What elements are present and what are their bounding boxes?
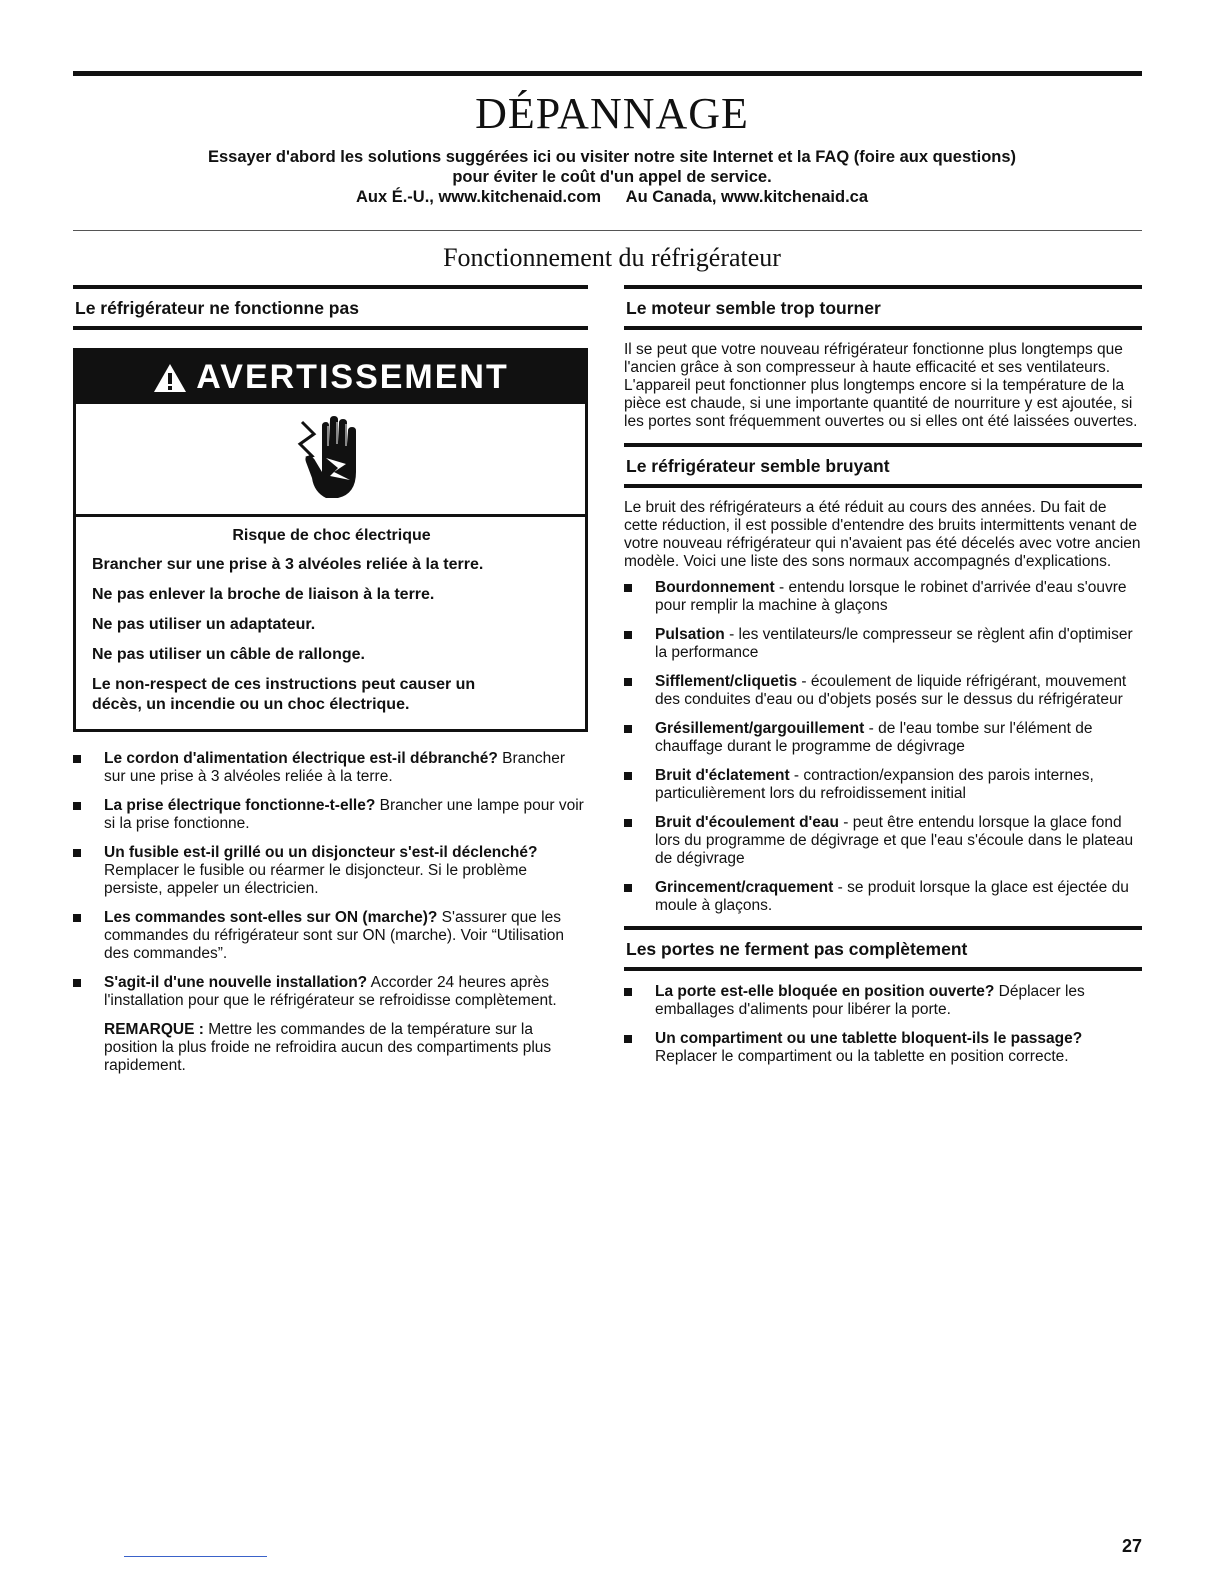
note-label: REMARQUE : <box>104 1021 204 1038</box>
intro-line-2: pour éviter le coût d'un appel de service. <box>452 168 772 186</box>
page-title: DÉPANNAGE <box>475 89 749 138</box>
list-item: Un fusible est-il grillé ou un disjoncteur s'est-il déclenché? Remplacer le fusible ou réarmer le disjoncteur. Si le problème persiste, appeler un électricien. <box>73 844 588 898</box>
website-canada: Au Canada, www.kitchenaid.ca <box>625 188 869 206</box>
top-rule <box>73 71 1142 76</box>
noise-text: Le bruit des réfrigérateurs a été réduit au cours des années. Du fait de cette réduction, il est possible d'entendre des bruits intermittents venant de votre nouveau réfrigérateur qui n'avaient pas été décelés avec votre ancien modèle. Voici une liste des sons normaux accompagnés d'explications. <box>624 499 1141 570</box>
list-item: La prise électrique fonctionne-t-elle? Brancher une lampe pour voir si la prise fonctionne. <box>73 797 588 833</box>
heading-noise: Le réfrigérateur semble bruyant <box>624 443 1142 488</box>
website-line <box>0 187 1224 207</box>
warning-line: Brancher sur une prise à 3 alvéoles reliée à la terre. <box>92 556 484 573</box>
list-item: Bruit d'écoulement d'eau - peut être entendu lorsque la glace fond lors du programme de dégivrage et que l'eau s'écoule dans le plateau de dégivrage <box>624 814 1142 868</box>
warning-line: Ne pas utiliser un câble de rallonge. <box>92 646 365 663</box>
warning-box <box>73 348 588 732</box>
list-item: Grésillement/gargouillement - de l'eau tombe sur l'élément de chauffage durant le programme de dégivrage <box>624 720 1142 756</box>
heading-doors: Les portes ne ferment pas complètement <box>624 926 1142 971</box>
warning-header <box>76 351 585 404</box>
footer-link-underline <box>124 1556 267 1557</box>
list-item: Bourdonnement - entendu lorsque le robinet d'arrivée d'eau s'ouvre pour remplir la machine à glaçons <box>624 579 1142 615</box>
list-item: Grincement/craquement - se produit lorsque la glace est éjectée du moule à glaçons. <box>624 879 1142 915</box>
warning-line: Le non-respect de ces instructions peut causer un décès, un incendie ou un choc électrique. <box>92 676 476 713</box>
motor-text: Il se peut que votre nouveau réfrigérateur fonctionne plus longtemps que l'ancien grâce à son compresseur à haute efficacité et ses ventilateurs. L'appareil peut fonctionner plus longtemps encore si la température de la pièce est chaude, si une importante quantité de nourriture y est ajoutée, si les portes sont fréquemment ouvertes ou si elles ont été laissées ouvertes. <box>624 341 1138 430</box>
list-item: Pulsation - les ventilateurs/le compresseur se règlent afin d'optimiser la performance <box>624 626 1142 662</box>
heading-not-running: Le réfrigérateur ne fonctionne pas <box>73 285 588 330</box>
list-item: Bruit d'éclatement - contraction/expansion des parois internes, particulièrement lors du refroidissement initial <box>624 767 1142 803</box>
list-item: La porte est-elle bloquée en position ouverte? Déplacer les emballages d'aliments pour libérer la porte. <box>624 983 1142 1019</box>
warning-triangle-icon <box>152 362 188 394</box>
doors-list <box>624 983 1142 1066</box>
warning-text <box>76 517 585 729</box>
list-item: Le cordon d'alimentation électrique est-il débranché? Brancher sur une prise à 3 alvéoles reliée à la terre. <box>73 750 588 786</box>
heading-motor: Le moteur semble trop tourner <box>624 285 1142 330</box>
note <box>73 1021 588 1075</box>
page-number: 27 <box>1121 1536 1142 1556</box>
shock-icon-area <box>76 404 585 517</box>
warning-title: AVERTISSEMENT <box>196 358 509 396</box>
intro-text <box>0 147 1224 207</box>
right-column <box>624 285 1142 1077</box>
note-text: Mettre les commandes de la température sur la position la plus froide ne refroidira aucun des compartiments plus rapidement. <box>104 1021 552 1074</box>
website-us: Aux É.-U., www.kitchenaid.com <box>355 188 602 206</box>
warning-risk: Risque de choc électrique <box>232 527 431 544</box>
list-item: Les commandes sont-elles sur ON (marche)? S'assurer que les commandes du réfrigérateur sont sur ON (marche). Voir “Utilisation des commandes”. <box>73 909 588 963</box>
section-title: Fonctionnement du réfrigérateur <box>443 243 781 272</box>
warning-line: Ne pas utiliser un adaptateur. <box>92 616 316 633</box>
list-item: Sifflement/cliquetis - écoulement de liquide réfrigérant, mouvement des conduites d'eau ou d'objets posés sur le dessus du réfrigérateur <box>624 673 1142 709</box>
noise-list <box>624 579 1142 915</box>
section-rule <box>73 230 1142 231</box>
intro-line-1: Essayer d'abord les solutions suggérées ici ou visiter notre site Internet et la FAQ (foire aux questions) <box>207 148 1017 166</box>
not-running-checklist <box>73 750 588 1010</box>
list-item: S'agit-il d'une nouvelle installation? Accorder 24 heures après l'installation pour que le réfrigérateur se refroidisse complètement. <box>73 974 588 1010</box>
electric-shock-icon <box>292 414 370 504</box>
list-item: Un compartiment ou une tablette bloquent-ils le passage? Replacer le compartiment ou la tablette en position correcte. <box>624 1030 1142 1066</box>
left-column <box>73 285 588 1075</box>
warning-line: Ne pas enlever la broche de liaison à la terre. <box>92 586 435 603</box>
